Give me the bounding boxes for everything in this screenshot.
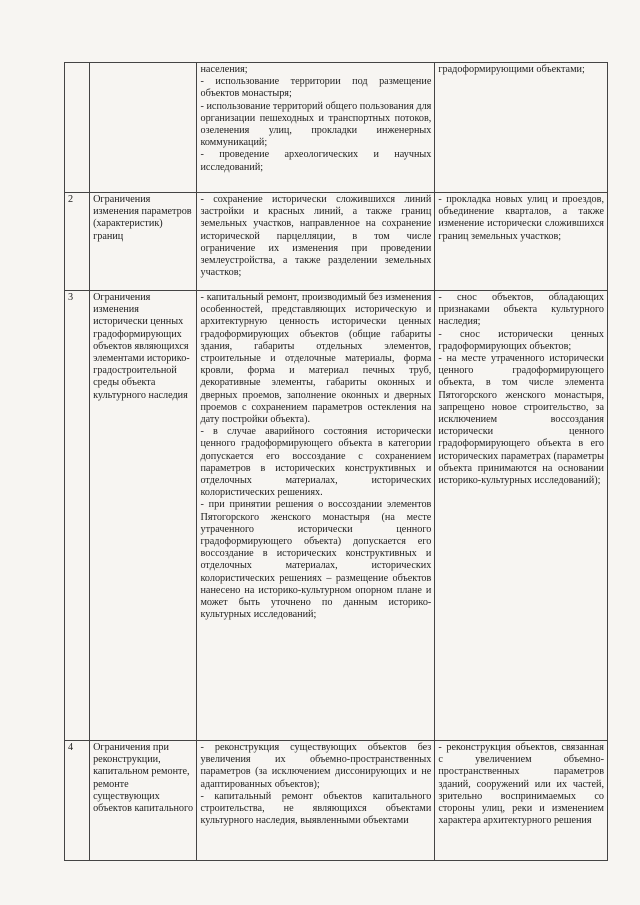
forbidden-item: - снос исторически ценных градоформирующих объектов; — [438, 328, 604, 352]
restriction-name-cell — [90, 741, 197, 861]
table-row — [65, 193, 608, 291]
allowed-cell — [197, 291, 435, 741]
row-number-cell — [65, 741, 90, 861]
restriction-name: Ограничения изменения исторически ценных градоформирующих объектов являющихся элементами историко-градостроительной среды объекта культурного наследия — [93, 292, 190, 401]
restriction-name-cell — [90, 291, 197, 741]
row-number: 3 — [68, 292, 74, 303]
allowed-cell — [197, 193, 435, 291]
allowed-item: - использование территорий общего пользования для организации пешеходных и транспортных потоков, озеленения улиц, прокладки инженерных коммуникаций; — [200, 100, 432, 149]
table-row — [65, 63, 608, 193]
restriction-name-cell — [90, 193, 197, 291]
table-row — [65, 741, 608, 861]
forbidden-item: - снос объектов, обладающих признаками объекта культурного наследия; — [438, 292, 604, 328]
allowed-item: - при принятии решения о воссоздании элементов Пятогорского женского монастыря (на месте утраченного исторически ценного градоформирующего объекта) допускается его воссоздание в исторических конструктивных и отделочных материалах, исторических колористических решениях – размещение объектов нанесено на историко-культурном опорном плане и может быть уточнено по данным историко-культурных исследований; — [200, 499, 432, 621]
row-number-cell — [65, 193, 90, 291]
allowed-item: - капитальный ремонт, производимый без изменения особенностей, представляющих историческую и архитектурную ценность исторически ценных градоформирующих объектов (общие габариты здания, габариты отдельных элементов, строительные и отделочные материалы, форма кровли, форма и материал печных труб, декоративные элементы, габариты оконных и дверных проемов, заполнение оконных и дверных проемов с сохранением параметров остекления на дату постройки объекта). — [200, 292, 432, 426]
allowed-cell — [197, 741, 435, 861]
table-row — [65, 291, 608, 741]
forbidden-cell — [435, 193, 608, 291]
allowed-item: - реконструкция существующих объектов без увеличения их объемно-пространственных параметров (за исключением диссонирующих и не адаптированных объектов); — [200, 742, 432, 790]
restriction-name-cell — [90, 63, 197, 193]
row-number: 2 — [68, 194, 74, 205]
allowed-cell — [197, 63, 435, 193]
allowed-item: - капитальный ремонт объектов капитального строительства, не являющихся объектами культурного наследия, выявленными объектами — [200, 790, 432, 827]
forbidden-item: - реконструкция объектов, связанная с увеличением объемно-пространственных параметров зданий, сооружений или их частей, зрительно воспринимаемых со стороны улиц, реки и изменением характера архитектурного решения — [438, 742, 604, 827]
allowed-item: - в случае аварийного состояния исторически ценного градоформирующего объекта в категории допускается его воссоздание с сохранением параметров в исторических конструктивных и отделочных материалах, исторических колористических решениях. — [200, 426, 432, 499]
forbidden-cell — [435, 291, 608, 741]
row-number: 4 — [68, 742, 74, 753]
forbidden-item: - прокладка новых улиц и проездов, объединение кварталов, а также изменение исторически сложившихся границ земельных участков; — [438, 194, 604, 242]
row-number-cell — [65, 63, 90, 193]
forbidden-item: градоформирующими объектами; — [438, 64, 585, 75]
allowed-item: - сохранение исторически сложившихся линий застройки и красных линий, а также границ земельных участков, направленное на сохранение исторической парцелляции, в том числе ограничение их изменения при проведении землеустройства, а также разделении земельных участков; — [200, 194, 432, 279]
restrictions-table — [64, 62, 608, 861]
allowed-item: - проведение археологических и научных исследований; — [200, 149, 432, 173]
allowed-item: населения; — [200, 64, 248, 75]
forbidden-cell — [435, 63, 608, 193]
forbidden-cell — [435, 741, 608, 861]
restriction-name: Ограничения при реконструкции, капитальном ремонте, ремонте существующих объектов капитального — [93, 742, 194, 815]
row-number-cell — [65, 291, 90, 741]
restriction-name: Ограничения изменения параметров (характеристик) границ — [93, 194, 192, 242]
forbidden-item: - на месте утраченного исторически ценного градоформирующего объекта, в том числе элемента Пятогорского женского монастыря, запрещено новое строительство, за исключением воссоздания исторически ценного градоформирующего объекта в его исторических параметрах (параметры объекта принимаются на основании историко-культурных исследований); — [438, 353, 604, 487]
allowed-item: - использование территории под размещение объектов монастыря; — [200, 76, 432, 100]
